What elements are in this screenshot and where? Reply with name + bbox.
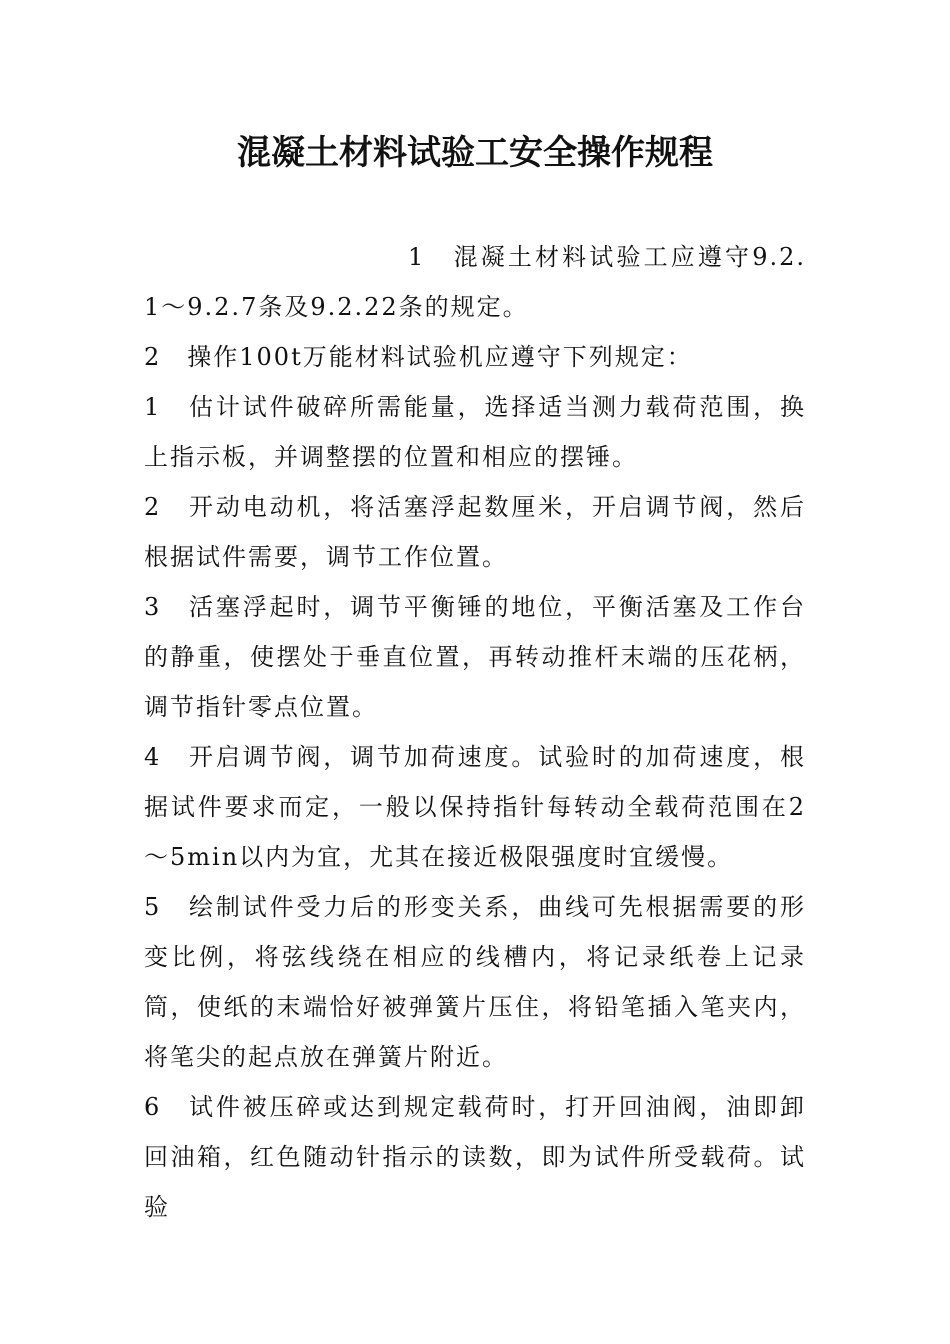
document-title: 混凝土材料试验工安全操作规程 bbox=[237, 133, 713, 173]
paragraph-8: 6 试件被压碎或达到规定载荷时，打开回油阀，油即卸回油箱，红色随动针指示的读数，即为试件所受载荷。试验 bbox=[144, 1093, 806, 1221]
paragraph-4: 2 开动电动机，将活塞浮起数厘米，开启调节阀，然后根据试件需要，调节工作位置。 bbox=[144, 493, 806, 571]
document-body bbox=[144, 232, 806, 1232]
paragraph-2: 2 操作100t万能材料试验机应遵守下列规定： bbox=[144, 343, 693, 371]
paragraph-1: 1 混凝土材料试验工应遵守9.2.1～9.2.7条及9.2.22条的规定。 bbox=[144, 243, 806, 321]
paragraph-3: 1 估计试件破碎所需能量，选择适当测力载荷范围，换上指示板，并调整摆的位置和相应的摆锤。 bbox=[144, 393, 806, 471]
paragraph-7: 5 绘制试件受力后的形变关系，曲线可先根据需要的形变比例，将弦线绕在相应的线槽内，将记录纸卷上记录筒，使纸的末端恰好被弹簧片压住，将铅笔插入笔夹内，将笔尖的起点放在弹簧片附近。 bbox=[144, 893, 806, 1071]
paragraph-6: 4 开启调节阀，调节加荷速度。试验时的加荷速度，根据试件要求而定，一般以保持指针每转动全载荷范围在2～5min以内为宜，尤其在接近极限强度时宜缓慢。 bbox=[144, 743, 806, 871]
paragraph-5: 3 活塞浮起时，调节平衡锤的地位，平衡活塞及工作台的静重，使摆处于垂直位置，再转动推杆末端的压花柄，调节指针零点位置。 bbox=[144, 593, 806, 721]
